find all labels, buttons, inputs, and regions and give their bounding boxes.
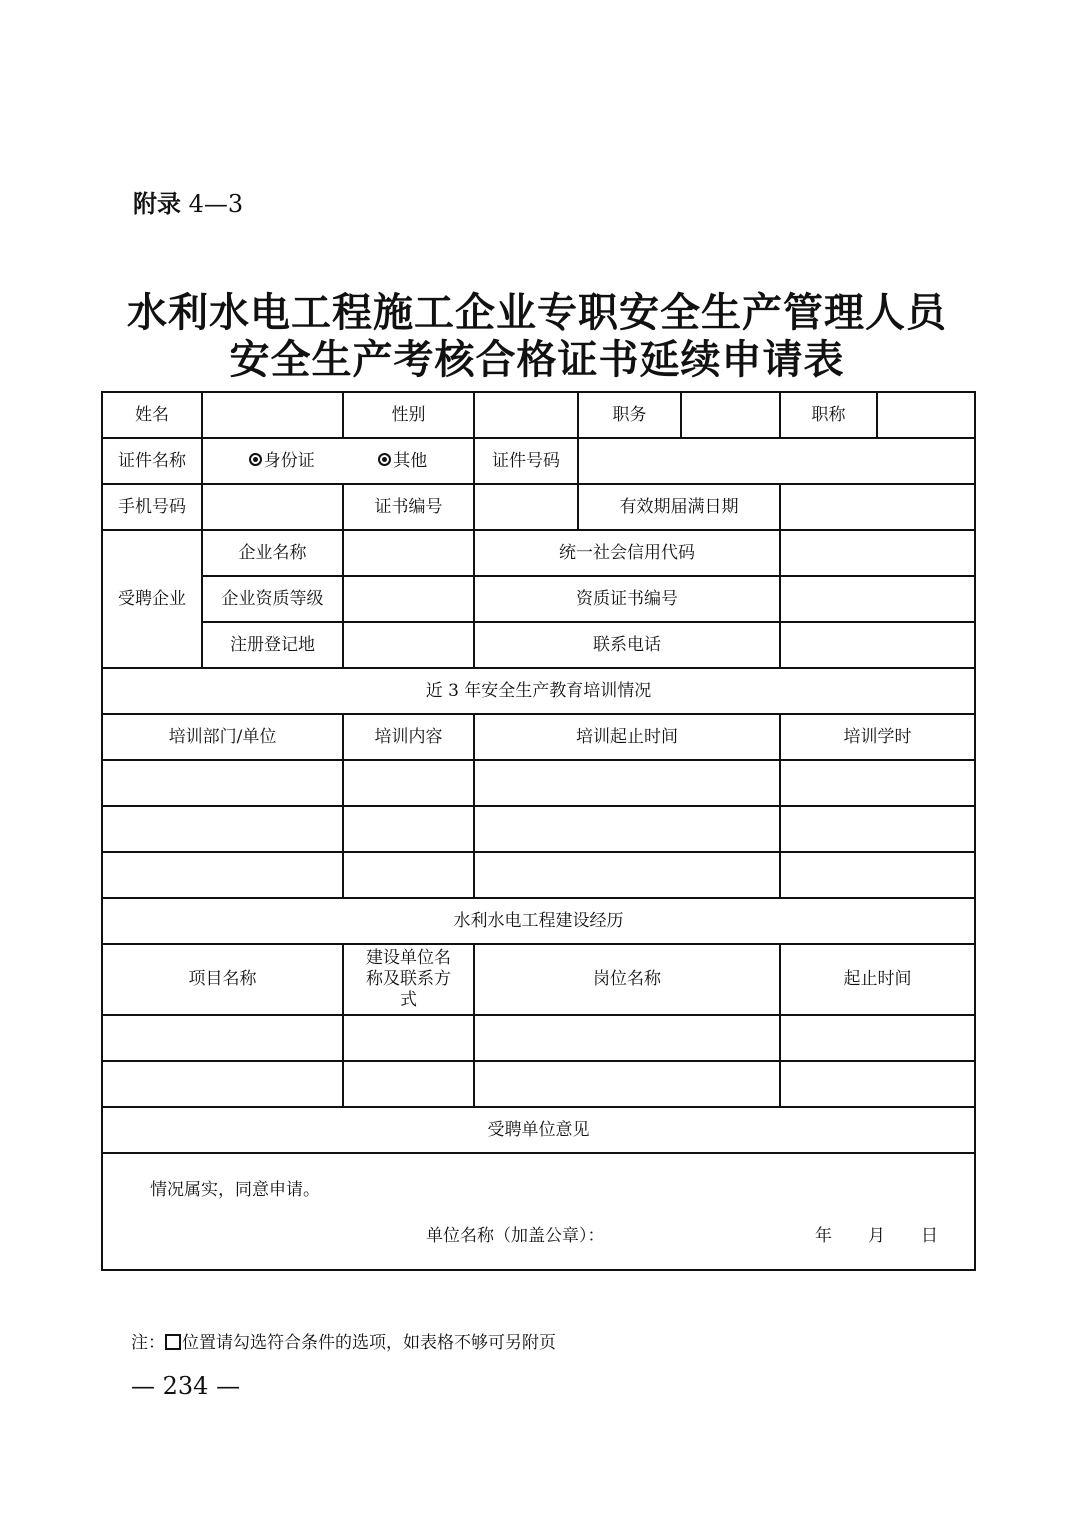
- training-cell[interactable]: [474, 760, 780, 806]
- label-id-number: 证件号码: [474, 438, 578, 484]
- experience-cell[interactable]: [474, 1015, 780, 1061]
- training-cell[interactable]: [343, 806, 474, 852]
- col-training-hours: 培训学时: [780, 714, 975, 760]
- training-cell[interactable]: [474, 852, 780, 898]
- experience-cell[interactable]: [343, 1061, 474, 1107]
- input-credit-code[interactable]: [780, 530, 975, 576]
- col-training-content: 培训内容: [343, 714, 474, 760]
- col-experience-period: 起止时间: [780, 944, 975, 1015]
- experience-cell[interactable]: [102, 1061, 343, 1107]
- input-cert-no[interactable]: [474, 484, 578, 530]
- table-row: [102, 1061, 975, 1107]
- opinion-box[interactable]: [102, 1153, 975, 1270]
- input-expiry[interactable]: [780, 484, 975, 530]
- footer-note: 注： 位置请勾选符合条件的选项，如表格不够可另附页: [131, 1333, 556, 1353]
- section-experience: 水利水电工程建设经历: [102, 898, 975, 944]
- input-position[interactable]: [681, 392, 780, 438]
- application-form-table: [101, 391, 976, 1271]
- input-title[interactable]: [877, 392, 975, 438]
- label-position: 职务: [578, 392, 681, 438]
- input-qual-cert-no[interactable]: [780, 576, 975, 622]
- label-title: 职称: [780, 392, 877, 438]
- table-row: [102, 806, 975, 852]
- label-cert-no: 证书编号: [343, 484, 474, 530]
- label-qualification: 企业资质等级: [202, 576, 343, 622]
- input-id-number[interactable]: [578, 438, 975, 484]
- opinion-text: 情况属实，同意申请。: [150, 1180, 320, 1200]
- training-cell[interactable]: [780, 852, 975, 898]
- label-name: 姓名: [102, 392, 202, 438]
- training-cell[interactable]: [343, 760, 474, 806]
- col-builder-contact: 建设单位名称及联系方式: [343, 944, 474, 1015]
- col-post-name: 岗位名称: [474, 944, 780, 1015]
- table-row: [102, 760, 975, 806]
- training-cell[interactable]: [474, 806, 780, 852]
- option-other[interactable]: 其他: [378, 451, 427, 471]
- training-cell[interactable]: [780, 760, 975, 806]
- training-cell[interactable]: [102, 806, 343, 852]
- label-expiry: 有效期届满日期: [578, 484, 780, 530]
- training-cell[interactable]: [780, 806, 975, 852]
- input-reg-place[interactable]: [343, 622, 474, 668]
- training-cell[interactable]: [343, 852, 474, 898]
- form-title-line2: 安全生产考核合格证书延续申请表: [229, 337, 845, 383]
- experience-cell[interactable]: [780, 1015, 975, 1061]
- input-phone[interactable]: [202, 484, 343, 530]
- label-credit-code: 统一社会信用代码: [474, 530, 780, 576]
- input-gender[interactable]: [474, 392, 578, 438]
- form-title-line1: 水利水电工程施工企业专职安全生产管理人员: [127, 290, 947, 336]
- experience-cell[interactable]: [474, 1061, 780, 1107]
- label-contact-phone: 联系电话: [474, 622, 780, 668]
- col-training-period: 培训起止时间: [474, 714, 780, 760]
- radio-icon: [378, 453, 391, 466]
- label-id-type: 证件名称: [102, 438, 202, 484]
- table-row: [102, 852, 975, 898]
- input-name[interactable]: [202, 392, 343, 438]
- section-training: 近 3 年安全生产教育培训情况: [102, 668, 975, 714]
- col-training-dept: 培训部门/单位: [102, 714, 343, 760]
- radio-icon: [249, 453, 262, 466]
- label-gender: 性别: [343, 392, 474, 438]
- experience-cell[interactable]: [343, 1015, 474, 1061]
- label-reg-place: 注册登记地: [202, 622, 343, 668]
- opinion-date: 年 月 日: [815, 1226, 938, 1246]
- col-project-name: 项目名称: [102, 944, 343, 1015]
- page-number: — 234 —: [131, 1372, 241, 1400]
- checkbox-icon: [165, 1334, 181, 1350]
- label-company-name: 企业名称: [202, 530, 343, 576]
- input-company-name[interactable]: [343, 530, 474, 576]
- label-qual-cert-no: 资质证书编号: [474, 576, 780, 622]
- input-contact-phone[interactable]: [780, 622, 975, 668]
- label-phone: 手机号码: [102, 484, 202, 530]
- training-cell[interactable]: [102, 760, 343, 806]
- table-row: [102, 1015, 975, 1061]
- experience-cell[interactable]: [102, 1015, 343, 1061]
- opinion-signature-label: 单位名称（加盖公章）：: [426, 1226, 605, 1246]
- id-type-options: [202, 438, 474, 484]
- label-company: 受聘企业: [102, 530, 202, 668]
- option-id-card[interactable]: 身份证: [249, 451, 315, 471]
- input-qualification[interactable]: [343, 576, 474, 622]
- section-opinion: 受聘单位意见: [102, 1107, 975, 1153]
- experience-cell[interactable]: [780, 1061, 975, 1107]
- training-cell[interactable]: [102, 852, 343, 898]
- appendix-label: 附录 4—3: [133, 190, 244, 218]
